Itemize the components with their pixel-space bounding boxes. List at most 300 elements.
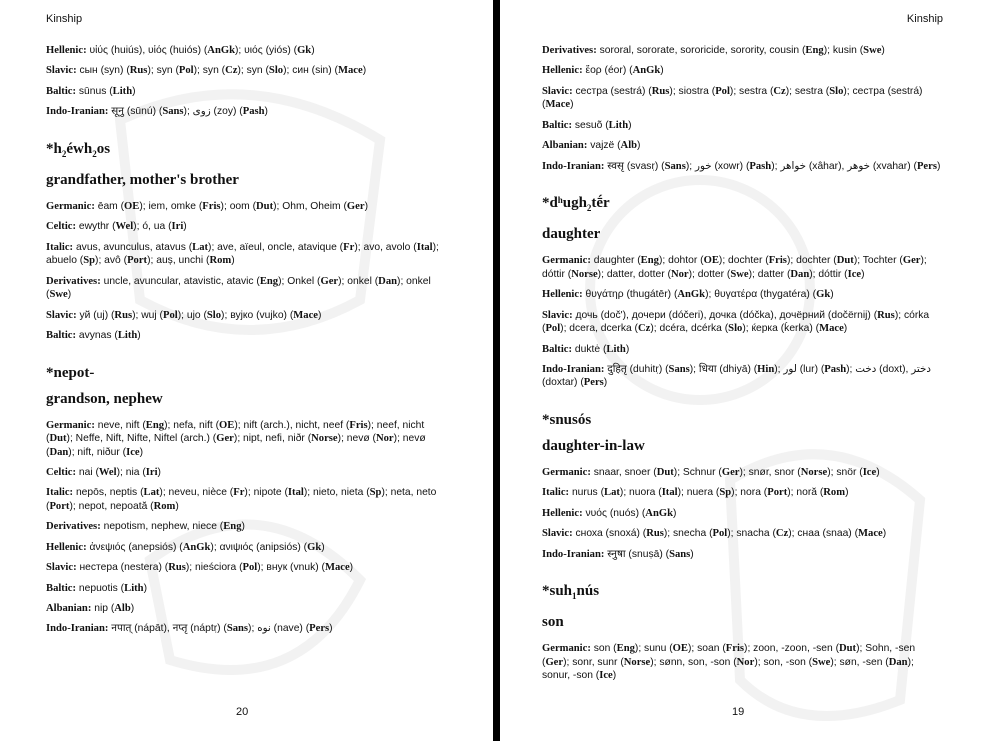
language-code: Rus <box>114 309 133 321</box>
branch-label: Derivatives : <box>542 45 597 56</box>
reflex-text: ēam ( <box>97 200 125 212</box>
entry-root <box>542 193 942 218</box>
language-code: Pol <box>545 323 561 335</box>
language-code: AnGk <box>645 507 673 519</box>
reflex-line <box>542 527 942 541</box>
language-code: Eng <box>640 255 659 267</box>
reflex-text: ) <box>67 289 72 301</box>
reflex-text: ); dochter ( <box>786 255 837 267</box>
language-code: Sans <box>664 160 686 172</box>
reflex-text: ) <box>876 467 880 479</box>
reflex-text: son ( <box>593 643 617 655</box>
root-text: *suh <box>542 583 573 600</box>
language-code: Port <box>127 255 148 267</box>
reflex-text: θυγάτηρ (thugátēr) ( <box>585 289 678 301</box>
language-code: AnGk <box>677 289 706 301</box>
language-code: Lith <box>606 343 626 355</box>
branch-label: Germanic : <box>542 467 591 478</box>
language-code: Pash <box>824 363 847 375</box>
language-code: Mace <box>545 99 571 111</box>
reflex-text: ); ανιψιός (anipsiós) ( <box>210 541 308 553</box>
entry-root <box>542 581 942 606</box>
language-code: Mace <box>293 309 318 321</box>
reflex-text: ) <box>317 309 322 321</box>
entry-list <box>542 193 942 683</box>
entry-list <box>46 139 446 636</box>
reflex-text: ); nevø ( <box>337 433 376 445</box>
branch-label: Indo-Iranian : <box>46 623 108 634</box>
reflex-text: ); dohtor ( <box>658 255 704 267</box>
reflex-text: ) <box>628 119 632 131</box>
language-code: Dan <box>49 446 69 458</box>
reflex-text: ); внук (vnuk) ( <box>257 562 325 574</box>
branch-label: Indo-Iranian : <box>542 549 604 560</box>
language-code: Pers <box>916 160 937 172</box>
reflex-line <box>46 622 446 636</box>
reflex-line <box>46 419 446 460</box>
reflex-text: уй (uj) ( <box>79 309 115 321</box>
reflex-text: ) <box>139 446 144 458</box>
branch-label: Hellenic : <box>46 542 87 553</box>
reflex-line <box>46 520 446 534</box>
reflex-text: ); nipt, nefi, niðr ( <box>233 433 312 445</box>
reflex-line <box>542 486 942 500</box>
language-code: AnGk <box>207 45 235 56</box>
reflex-line <box>542 160 942 174</box>
language-code: Ger <box>320 275 339 287</box>
reflex-text: ); siostra ( <box>669 85 716 97</box>
root-subscript: 1 <box>572 591 577 602</box>
reflex-text: ) <box>936 160 941 172</box>
running-header: Kinship <box>906 13 943 25</box>
language-code: Ital <box>287 487 304 499</box>
reflex-text: ); son, -son ( <box>754 656 813 668</box>
reflex-text: ); neef, nicht ( <box>46 419 425 445</box>
reflex-text: ) <box>660 65 664 77</box>
reflex-text: ); nift, niður ( <box>68 446 127 458</box>
reflex-text: ); sestra ( <box>785 85 830 97</box>
reflex-text: ) <box>672 507 677 519</box>
reflex-text: ); iem, omke ( <box>139 200 203 212</box>
reflex-text: ); Sohn, -sen ( <box>542 643 916 668</box>
language-code: OE <box>219 419 235 431</box>
reflex-text: ); syn ( <box>237 65 269 77</box>
language-code: Fris <box>202 200 221 212</box>
reflex-text: ); neta, neto ( <box>46 487 437 513</box>
reflex-text: uncle, avuncular, atavistic, atavic ( <box>103 275 260 287</box>
reflex-text: ) <box>637 140 641 152</box>
reflex-text: сестра (sestrá) ( <box>575 85 652 97</box>
language-code: Fr <box>233 487 245 499</box>
reflex-line <box>46 329 446 343</box>
reflex-text: ); nipote ( <box>244 487 288 499</box>
reflex-text: ); Schnur ( <box>673 467 722 479</box>
reflex-text: ) <box>241 521 245 533</box>
reflex-text: ); datter ( <box>748 268 791 280</box>
language-code: Eng <box>145 419 165 431</box>
entry-root <box>542 410 942 430</box>
reflex-text: ); nepot, nepoată ( <box>69 501 154 513</box>
branch-label: Slavic : <box>46 310 77 321</box>
language-code: Dut <box>836 255 854 267</box>
branch-label: Germanic : <box>542 643 591 654</box>
language-code: Dan <box>378 275 398 287</box>
root-text: os <box>96 140 111 157</box>
language-code: Rom <box>209 255 232 267</box>
continued-entry <box>542 44 942 173</box>
branch-label: Hellenic : <box>542 65 583 76</box>
reflex-line <box>46 561 446 575</box>
reflex-line <box>46 241 446 268</box>
reflex-text: ) <box>625 343 630 355</box>
language-code: Eng <box>223 521 242 533</box>
reflex-text: ); dcera, dcerka ( <box>560 323 638 335</box>
language-code: Lith <box>124 582 144 594</box>
reflex-text: sūnus ( <box>78 85 113 97</box>
reflex-text: ); nora ( <box>731 487 768 499</box>
root-text: *dʰugh <box>542 195 587 212</box>
language-code: Pash <box>749 160 772 172</box>
reflex-text: ); زوی (zoy) ( <box>183 106 243 118</box>
reflex-text: ); noră ( <box>787 487 824 499</box>
language-code: Lith <box>117 329 138 341</box>
reflex-text: ἀνεψιός (anepsiós) ( <box>89 541 183 553</box>
branch-label: Hellenic : <box>46 45 87 56</box>
language-code: Ital <box>416 241 433 253</box>
reflex-line <box>542 642 942 683</box>
reflex-line <box>46 44 446 58</box>
reflex-text: nepotism, nephew, niece ( <box>103 521 224 533</box>
left-page <box>0 0 493 741</box>
reflex-line <box>46 220 446 234</box>
language-code: Pol <box>178 65 194 77</box>
language-code: Slo <box>829 85 844 97</box>
reflex-text: ) <box>349 562 354 574</box>
reflex-text: ) <box>882 528 887 540</box>
reflex-text: ) <box>603 377 608 389</box>
language-code: Dan <box>888 656 908 668</box>
language-code: OE <box>703 255 719 267</box>
reflex-text: nip ( <box>94 603 115 615</box>
reflex-text: ); ó, ua ( <box>133 221 172 233</box>
language-code: Fris <box>725 643 745 655</box>
branch-label: Italic : <box>542 487 569 498</box>
reflex-text: нестера (nestera) ( <box>79 562 169 574</box>
branch-label: Italic : <box>46 487 73 498</box>
reflex-text: ); avo, avolo ( <box>354 241 417 253</box>
reflex-text: ); nuera ( <box>677 487 720 499</box>
page-content <box>46 44 446 643</box>
reflex-text: ἔορ (éor) ( <box>585 65 633 77</box>
language-code: Sp <box>369 487 382 499</box>
reflex-text: ); вујко (vujko) ( <box>221 309 294 321</box>
language-code: Rus <box>129 65 148 77</box>
reflex-text: avus, avunculus, atavus ( <box>75 241 193 253</box>
language-code: Lat <box>143 487 160 499</box>
reflex-text: ); avô ( <box>95 255 128 267</box>
language-code: Slo <box>268 65 284 77</box>
reflex-text: ); θυγατέρα (thygatéra) ( <box>705 289 817 301</box>
branch-label: Baltic : <box>46 330 76 341</box>
language-code: AnGk <box>632 65 661 77</box>
language-code: Cz <box>637 323 651 335</box>
reflex-text: ) <box>881 45 885 56</box>
language-code: Lith <box>112 85 133 97</box>
branch-label: Derivatives : <box>46 521 101 532</box>
continued-entry <box>46 44 446 119</box>
reflex-text: ); dcéra, dcérka ( <box>650 323 729 335</box>
dictionary-entry <box>542 410 942 561</box>
language-code: Nor <box>375 433 394 445</box>
language-code: Port <box>49 501 70 513</box>
reflex-text: дочь (doč'), дочери (dóčeri), дочка (dóčka), дочёрний (dočërnij) ( <box>575 309 878 321</box>
language-code: Ice <box>599 670 613 682</box>
language-code: Ger <box>346 200 365 212</box>
language-code: Norse <box>311 433 338 445</box>
language-code: Pers <box>583 377 604 389</box>
language-code: Norse <box>623 656 651 668</box>
reflex-text: sesuõ ( <box>574 119 609 131</box>
branch-label: Baltic : <box>542 344 572 355</box>
reflex-text: ) <box>612 670 617 682</box>
branch-label: Hellenic : <box>542 508 583 519</box>
language-code: Rus <box>877 309 895 321</box>
reflex-text: ); sonur, -son ( <box>542 656 914 682</box>
branch-label: Celtic : <box>46 467 76 478</box>
language-code: Dut <box>839 643 857 655</box>
reflex-line <box>46 275 446 302</box>
reflex-line <box>542 548 942 562</box>
reflex-text: ); datter, dotter ( <box>597 268 671 280</box>
language-code: Pash <box>242 106 265 118</box>
reflex-text: ); nieto, nieta ( <box>303 487 370 499</box>
reflex-text: ); dochter ( <box>718 255 769 267</box>
language-code: Swe <box>730 268 749 280</box>
reflex-text: nepuotis ( <box>78 582 125 594</box>
reflex-line <box>542 507 942 521</box>
language-code: Ice <box>126 446 140 458</box>
language-code: Sp <box>83 255 96 267</box>
reflex-text: ) <box>690 548 694 560</box>
reflex-text: ) <box>362 65 367 77</box>
reflex-text: ); onkel ( <box>46 275 431 301</box>
entry-gloss: grandson, nephew <box>46 390 163 407</box>
language-code: Mace <box>324 562 350 574</box>
reflex-text: ); نوه (nave) ( <box>248 623 310 635</box>
reflex-text: ); nefa, nift ( <box>164 419 220 431</box>
language-code: Dan <box>790 268 810 280</box>
language-code: Lith <box>608 119 629 131</box>
reflex-text: ) <box>843 323 848 335</box>
reflex-line <box>542 64 942 78</box>
branch-label: Slavic : <box>542 86 573 97</box>
language-code: Swe <box>49 289 68 301</box>
root-text: éwh <box>66 140 93 157</box>
reflex-line <box>542 44 942 58</box>
reflex-text: नपात् (nápāt), नप्तृ (náptṛ) ( <box>111 623 227 635</box>
language-code: Norse <box>800 467 828 479</box>
language-code: Cz <box>773 85 786 97</box>
dictionary-entry <box>46 139 446 343</box>
language-code: Hin <box>757 363 775 375</box>
language-code: Lat <box>604 487 620 499</box>
reflex-text: snaar, snoer ( <box>593 467 657 479</box>
reflex-text: nurus ( <box>571 487 605 499</box>
language-code: AnGk <box>182 541 211 553</box>
reflex-text: avynas ( <box>78 329 118 341</box>
reflex-text: сын (syn) ( <box>79 65 130 77</box>
branch-label: Albanian : <box>542 140 587 151</box>
language-code: Iri <box>171 221 184 233</box>
reflex-text: ); córka ( <box>542 309 930 335</box>
entry-gloss: grandfather, mother's brother <box>46 171 239 188</box>
reflex-text: ); zoon, -zoon, -sen ( <box>744 643 840 655</box>
reflex-text: ); nieściora ( <box>185 562 243 574</box>
reflex-text: ); خور (xowr) ( <box>685 160 750 172</box>
reflex-text: ); dotter ( <box>688 268 731 280</box>
language-code: Rus <box>646 528 664 540</box>
reflex-line <box>542 343 942 357</box>
reflex-line <box>46 582 446 596</box>
language-code: Mace <box>337 65 363 77</box>
entry-gloss: daughter <box>542 226 601 243</box>
reflex-line <box>542 288 942 302</box>
reflex-text: ); धिया (dhiyā) ( <box>689 363 758 375</box>
language-code: Pol <box>712 528 728 540</box>
reflex-text: ); syn ( <box>193 65 226 77</box>
language-code: OE <box>672 643 688 655</box>
language-code: Ital <box>661 487 678 499</box>
reflex-text: ); dóttir ( <box>542 255 927 280</box>
reflex-text: ); снаа (snaa) ( <box>788 528 859 540</box>
reflex-text: υἱύς (huiús), υἱός (huiós) ( <box>89 45 208 56</box>
branch-label: Slavic : <box>46 65 77 76</box>
reflex-text: सूनु (sūnú) ( <box>111 106 163 118</box>
reflex-text: ); snecha ( <box>663 528 713 540</box>
language-code: Eng <box>616 643 635 655</box>
reflex-text: сноха (snoxá) ( <box>575 528 647 540</box>
reflex-text: ); nuora ( <box>619 487 662 499</box>
entry-root <box>46 363 446 383</box>
language-code: Pol <box>163 309 178 321</box>
reflex-text: ); abuelo ( <box>46 241 439 267</box>
branch-label: Celtic : <box>46 221 76 232</box>
language-code: Lat <box>192 241 209 253</box>
reflex-text: ); сестра (sestrá) ( <box>542 85 923 111</box>
branch-label: Baltic : <box>46 583 76 594</box>
language-code: Swe <box>863 45 882 56</box>
page-content <box>542 44 942 690</box>
reflex-text: ); sestra ( <box>729 85 774 97</box>
language-code: Cz <box>225 65 238 77</box>
branch-label: Italic : <box>46 242 73 253</box>
reflex-text: ) <box>183 221 187 233</box>
reflex-text: ); soan ( <box>687 643 726 655</box>
reflex-text: ); Onkel ( <box>278 275 321 287</box>
language-code: Sans <box>226 623 249 635</box>
reflex-text: sororal, sororate, sororicide, sorority, cousin ( <box>599 45 806 56</box>
language-code: Fris <box>349 419 368 431</box>
reflex-text: ) <box>130 603 135 615</box>
language-code: Fr <box>343 241 355 253</box>
reflex-line <box>46 200 446 214</box>
branch-label: Indo-Iranian : <box>542 364 604 375</box>
branch-label: Baltic : <box>542 120 572 131</box>
reflex-text: daughter ( <box>593 255 641 267</box>
reflex-text: ); син (sin) ( <box>283 65 338 77</box>
right-page <box>500 0 1000 741</box>
language-code: Fris <box>768 255 787 267</box>
language-code: Mace <box>819 323 844 335</box>
reflex-text: स्नुषा (snuṣā) ( <box>607 548 670 560</box>
reflex-text: ) <box>845 487 849 499</box>
reflex-text: ); υιός (yiós) ( <box>234 45 298 56</box>
reflex-text: ); لور (lur) ( <box>774 363 825 375</box>
reflex-text: ); Neffe, Nift, Nifte, Niftel (arch.) ( <box>66 433 217 445</box>
reflex-text: ) <box>329 623 333 635</box>
language-code: Port <box>767 487 788 499</box>
root-text: nús <box>576 583 600 600</box>
dictionary-entry <box>46 363 446 637</box>
reflex-line <box>542 139 942 153</box>
reflex-text: ); dóttir ( <box>809 268 848 280</box>
reflex-text: स्वसृ (svasṛ) ( <box>607 160 665 172</box>
branch-label: Hellenic : <box>542 289 583 300</box>
language-code: Rus <box>651 85 670 97</box>
branch-label: Baltic : <box>46 86 76 97</box>
language-code: Ger <box>216 433 234 445</box>
language-code: Mace <box>858 528 883 540</box>
language-code: Cz <box>775 528 789 540</box>
reflex-text: nepōs, neptis ( <box>75 487 144 499</box>
reflex-text: neve, nift ( <box>97 419 146 431</box>
reflex-line <box>542 85 942 112</box>
branch-label: Slavic : <box>46 562 77 573</box>
language-code: Sp <box>719 487 732 499</box>
reflex-text: ) <box>157 467 161 479</box>
reflex-text: ); sunu ( <box>634 643 673 655</box>
language-code: Wel <box>98 467 117 479</box>
reflex-line <box>46 466 446 480</box>
reflex-text: ); auș, unchi ( <box>147 255 210 267</box>
language-code: Alb <box>620 140 638 152</box>
reflex-text: ); syn ( <box>147 65 179 77</box>
reflex-text: ); kusin ( <box>823 45 864 56</box>
language-code: Sans <box>162 106 184 118</box>
branch-label: Slavic : <box>542 528 573 539</box>
reflex-text: ) <box>137 329 141 341</box>
language-code: Dut <box>656 467 674 479</box>
reflex-line <box>542 466 942 480</box>
branch-label: Germanic : <box>46 201 95 212</box>
reflex-text: ); nevø ( <box>46 433 426 458</box>
reflex-text: ewythr ( <box>78 221 116 233</box>
reflex-line <box>542 254 942 281</box>
language-code: Wel <box>115 221 134 233</box>
reflex-text: nai ( <box>78 467 99 479</box>
language-code: Pers <box>309 623 330 635</box>
reflex-text: ) <box>321 541 325 553</box>
branch-label: Slavic : <box>542 310 573 321</box>
language-code: Pol <box>715 85 730 97</box>
reflex-line <box>542 119 942 133</box>
dictionary-entry <box>542 581 942 683</box>
language-code: OE <box>124 200 140 212</box>
language-code: Eng <box>805 45 824 56</box>
reflex-text: ) <box>264 106 268 118</box>
reflex-text: ); wuj ( <box>132 309 163 321</box>
entry-gloss: son <box>542 614 564 631</box>
